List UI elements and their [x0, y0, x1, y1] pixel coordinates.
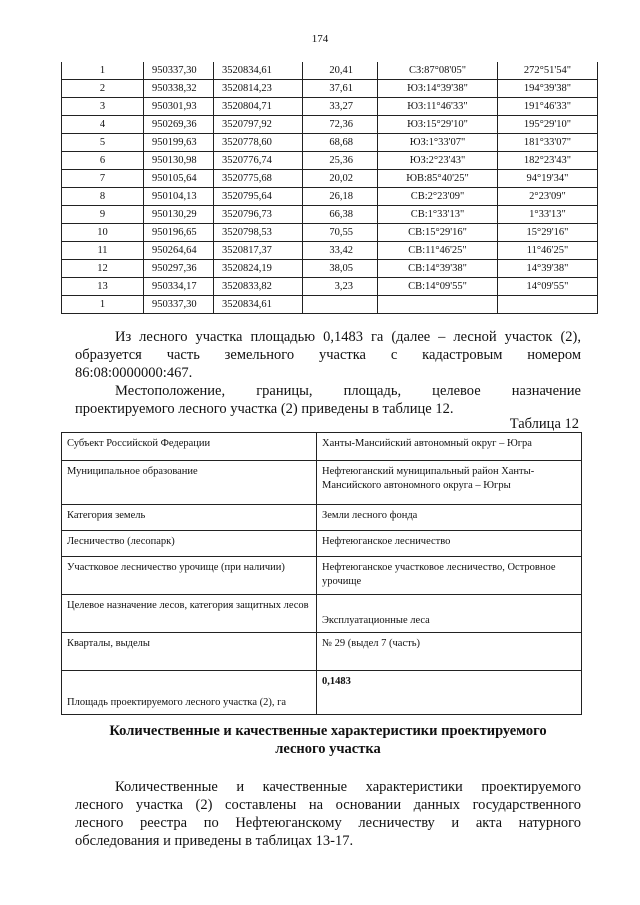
cell-x: 950105,64 — [144, 170, 214, 188]
table-row — [62, 62, 598, 80]
cell-x: 950337,30 — [144, 62, 214, 80]
info-label: Участковое лесничество урочище (при наличии) — [62, 557, 317, 595]
paragraph-3-line-2: лесного участка (2) составлены на основании данных государственного — [75, 797, 581, 813]
cell-rumb: ЮЗ:14°39'38" — [378, 80, 498, 98]
table-row — [62, 242, 598, 260]
cell-len — [303, 296, 378, 314]
cell-y: 3520795,64 — [214, 188, 303, 206]
cell-rumb: СВ:15°29'16" — [378, 224, 498, 242]
cell-az: 272°51'54" — [498, 62, 598, 80]
cell-n: 8 — [62, 188, 144, 206]
cell-x: 950104,13 — [144, 188, 214, 206]
cell-n: 3 — [62, 98, 144, 116]
cell-rumb: ЮЗ:1°33'07" — [378, 134, 498, 152]
cell-n: 6 — [62, 152, 144, 170]
cell-len: 33,27 — [303, 98, 378, 116]
table-row — [62, 188, 598, 206]
coordinates-table — [61, 62, 598, 314]
table-row — [62, 116, 598, 134]
info-label: Лесничество (лесопарк) — [62, 531, 317, 557]
cell-n: 10 — [62, 224, 144, 242]
coordinates-table-body — [62, 62, 598, 314]
table-row — [62, 531, 582, 557]
cell-az: 181°33'07" — [498, 134, 598, 152]
cell-x: 950269,36 — [144, 116, 214, 134]
table-row — [62, 671, 582, 715]
cell-n: 13 — [62, 278, 144, 296]
cell-rumb — [378, 296, 498, 314]
cell-az: 194°39'38" — [498, 80, 598, 98]
table-row — [62, 170, 598, 188]
table-row — [62, 260, 598, 278]
cell-n: 4 — [62, 116, 144, 134]
cell-x: 950334,17 — [144, 278, 214, 296]
info-label: Площадь проектируемого лесного участка (2), га — [62, 671, 317, 715]
table-row — [62, 278, 598, 296]
cell-len: 26,18 — [303, 188, 378, 206]
table-caption: Таблица 12 — [509, 416, 579, 432]
cell-len: 66,38 — [303, 206, 378, 224]
table-row — [62, 134, 598, 152]
cell-rumb: ЮЗ:11°46'33" — [378, 98, 498, 116]
cell-az: 14°09'55" — [498, 278, 598, 296]
cell-len: 20,02 — [303, 170, 378, 188]
table-row — [62, 595, 582, 633]
cell-len: 72,36 — [303, 116, 378, 134]
cell-len: 33,42 — [303, 242, 378, 260]
cell-n: 2 — [62, 80, 144, 98]
paragraph-1-line-2: образуется часть земельного участка с кадастровым номером — [75, 347, 581, 363]
cell-rumb: СВ:14°39'38" — [378, 260, 498, 278]
cell-x: 950297,36 — [144, 260, 214, 278]
cell-az: 94°19'34" — [498, 170, 598, 188]
table-row — [62, 98, 598, 116]
cell-az: 1°33'13" — [498, 206, 598, 224]
cell-y: 3520824,19 — [214, 260, 303, 278]
cell-rumb: СВ:1°33'13" — [378, 206, 498, 224]
table-row — [62, 80, 598, 98]
cell-y: 3520833,82 — [214, 278, 303, 296]
paragraph-1-line-3: 86:08:0000000:467. — [75, 365, 193, 381]
table-row — [62, 557, 582, 595]
page-number: 174 — [311, 33, 329, 45]
cell-len: 37,61 — [303, 80, 378, 98]
cell-n: 12 — [62, 260, 144, 278]
cell-y: 3520796,73 — [214, 206, 303, 224]
cell-x: 950337,30 — [144, 296, 214, 314]
cell-az: 14°39'38" — [498, 260, 598, 278]
cell-len: 25,36 — [303, 152, 378, 170]
cell-y: 3520817,37 — [214, 242, 303, 260]
section-heading-line-2: лесного участка — [275, 741, 381, 757]
cell-y: 3520775,68 — [214, 170, 303, 188]
cell-y: 3520798,53 — [214, 224, 303, 242]
table-row — [62, 206, 598, 224]
paragraph-3-line-4: обследования и приведены в таблицах 13-17. — [75, 833, 354, 849]
paragraph-1-line-1: Из лесного участка площадью 0,1483 га (далее – лесной участок (2), — [115, 329, 581, 345]
cell-rumb: СВ:2°23'09" — [378, 188, 498, 206]
cell-n: 7 — [62, 170, 144, 188]
paragraph-3-line-3: лесного реестра по Нефтеюганскому лесничеству и акта натурного — [75, 815, 581, 831]
cell-y: 3520834,61 — [214, 62, 303, 80]
cell-az: 11°46'25" — [498, 242, 598, 260]
cell-n: 1 — [62, 62, 144, 80]
cell-n: 9 — [62, 206, 144, 224]
info-value: Нефтеюганский муниципальный район Ханты-Мансийского автономного округа – Югры — [317, 461, 582, 505]
paragraph-2-line-2: проектируемого лесного участка (2) приведены в таблице 12. — [75, 401, 454, 417]
cell-len: 3,23 — [303, 278, 378, 296]
cell-az: 182°23'43" — [498, 152, 598, 170]
info-value: № 29 (выдел 7 (часть) — [317, 633, 582, 671]
cell-n: 1 — [62, 296, 144, 314]
cell-az: 191°46'33" — [498, 98, 598, 116]
cell-rumb: СЗ:87°08'05" — [378, 62, 498, 80]
cell-az: 195°29'10" — [498, 116, 598, 134]
info-value: Нефтеюганское лесничество — [317, 531, 582, 557]
cell-y: 3520814,23 — [214, 80, 303, 98]
cell-y: 3520778,60 — [214, 134, 303, 152]
info-label: Категория земель — [62, 505, 317, 531]
info-value: Ханты-Мансийский автономный округ – Югра — [317, 433, 582, 461]
cell-n: 11 — [62, 242, 144, 260]
section-heading-line-1: Количественные и качественные характеристики проектируемого — [109, 723, 547, 739]
info-label: Субъект Российской Федерации — [62, 433, 317, 461]
section-heading — [75, 722, 581, 758]
info-label: Муниципальное образование — [62, 461, 317, 505]
info-label: Целевое назначение лесов, категория защитных лесов — [62, 595, 317, 633]
info-value: Земли лесного фонда — [317, 505, 582, 531]
cell-x: 950301,93 — [144, 98, 214, 116]
cell-len: 70,55 — [303, 224, 378, 242]
info-value: 0,1483 — [317, 671, 582, 715]
cell-x: 950264,64 — [144, 242, 214, 260]
info-label: Кварталы, выделы — [62, 633, 317, 671]
cell-y: 3520776,74 — [214, 152, 303, 170]
cell-x: 950199,63 — [144, 134, 214, 152]
cell-rumb: СВ:11°46'25" — [378, 242, 498, 260]
info-value: Эксплуатационные леса — [317, 595, 582, 633]
cell-x: 950130,29 — [144, 206, 214, 224]
cell-rumb: ЮЗ:15°29'10" — [378, 116, 498, 134]
forest-plot-info-table — [61, 432, 582, 715]
cell-az: 2°23'09" — [498, 188, 598, 206]
info-value: Нефтеюганское участковое лесничество, Островное урочище — [317, 557, 582, 595]
table-row — [62, 152, 598, 170]
table-row — [62, 433, 582, 461]
cell-rumb: ЮВ:85°40'25" — [378, 170, 498, 188]
cell-x: 950196,65 — [144, 224, 214, 242]
table-row — [62, 633, 582, 671]
table-row — [62, 296, 598, 314]
cell-y: 3520834,61 — [214, 296, 303, 314]
cell-len: 68,68 — [303, 134, 378, 152]
paragraph-3-line-1: Количественные и качественные характеристики проектируемого — [115, 779, 581, 795]
cell-x: 950338,32 — [144, 80, 214, 98]
cell-y: 3520797,92 — [214, 116, 303, 134]
cell-rumb: ЮЗ:2°23'43" — [378, 152, 498, 170]
table-row — [62, 224, 598, 242]
paragraph-2-line-1: Местоположение, границы, площадь, целевое назначение — [115, 383, 581, 399]
cell-len: 38,05 — [303, 260, 378, 278]
cell-x: 950130,98 — [144, 152, 214, 170]
cell-rumb: СВ:14°09'55" — [378, 278, 498, 296]
cell-n: 5 — [62, 134, 144, 152]
cell-az: 15°29'16" — [498, 224, 598, 242]
cell-y: 3520804,71 — [214, 98, 303, 116]
cell-len: 20,41 — [303, 62, 378, 80]
table-row — [62, 505, 582, 531]
table-row — [62, 461, 582, 505]
cell-az — [498, 296, 598, 314]
